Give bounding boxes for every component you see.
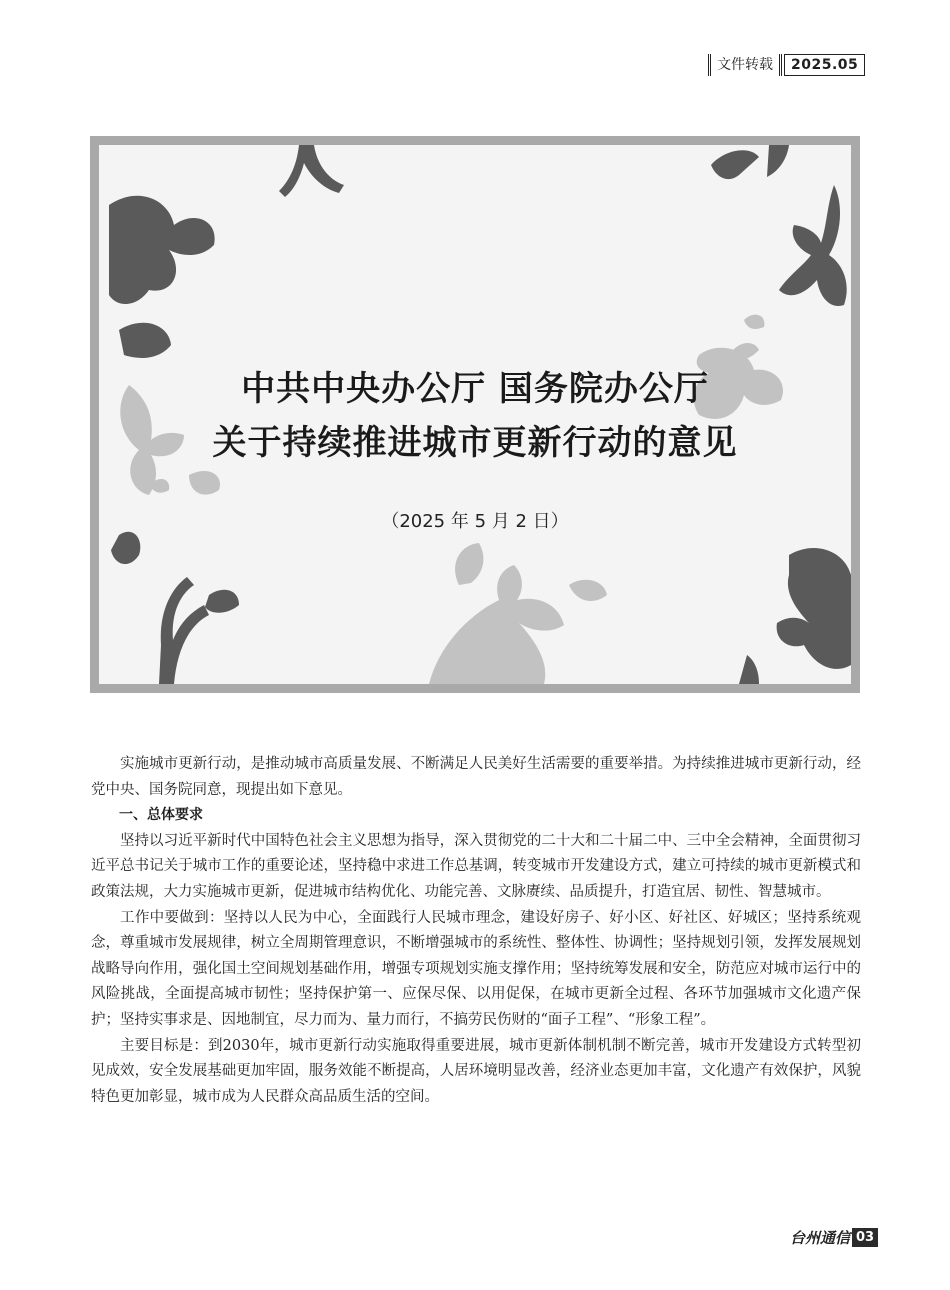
page-number: 03 <box>852 1228 878 1247</box>
section-label: 文件转载 <box>708 54 782 76</box>
section-heading: 一、总体要求 <box>119 807 203 824</box>
paragraph-guiding-principle: 坚持以习近平新时代中国特色社会主义思想为指导，深入贯彻党的二十大和二十届二中、三中全会精神，全面贯彻习近平总书记关于城市工作的重要论述，坚持稳中求进工作总基调，转变城市开发建设方式，建立可持续的城市更新模式和政策法规，大力实施城市更新，促进城市结构优化、功能完善、文脉赓续、品质提升，打造宜居、韧性、智慧城市。 <box>91 832 861 900</box>
magazine-name: 台州通信 <box>790 1228 851 1247</box>
banner-title-line1: 中共中央办公厅 国务院办公厅 <box>241 369 709 409</box>
paragraph-work-requirements: 工作中要做到：坚持以人民为中心，全面践行人民城市理念，建设好房子、好小区、好社区、好城区；坚持系统观念，尊重城市发展规律，树立全周期管理意识，不断增强城市的系统性、整体性、协调性；坚持规划引领，发挥发展规划战略导向作用，强化国土空间规划基础作用，增强专项规划实施支撑作用；坚持统筹发展和安全，防范应对城市运行中的风险挑战，全面提高城市韧性；坚持保护第一、应保尽保、以用促保，在城市更新全过程、各环节加强城市文化遗产保护；坚持实事求是、因地制宜，尽力而为、量力而行，不搞劳民伤财的“面子工程”、“形象工程”。 <box>91 909 861 1028</box>
page-footer <box>790 1227 878 1247</box>
title-banner <box>90 136 860 693</box>
issue-number: 2025.05 <box>784 54 865 76</box>
banner-date: （2025 年 5 月 2 日） <box>381 511 569 532</box>
header-tag <box>708 54 865 76</box>
intro-paragraph: 实施城市更新行动，是推动城市高质量发展、不断满足人民美好生活需要的重要举措。为持续推进城市更新行动，经党中央、国务院同意，现提出如下意见。 <box>91 756 861 798</box>
banner-title-line2: 关于持续推进城市更新行动的意见 <box>212 423 738 463</box>
paragraph-main-goals: 主要目标是：到2030年，城市更新行动实施取得重要进展，城市更新体制机制不断完善，城市开发建设方式转型初见成效，安全发展基础更加牢固，服务效能不断提高，人居环境明显改善，经济业态更加丰富，文化遗产有效保护，风貌特色更加彰显，城市成为人民群众高品质生活的空间。 <box>91 1037 861 1105</box>
article-body <box>91 752 861 1110</box>
